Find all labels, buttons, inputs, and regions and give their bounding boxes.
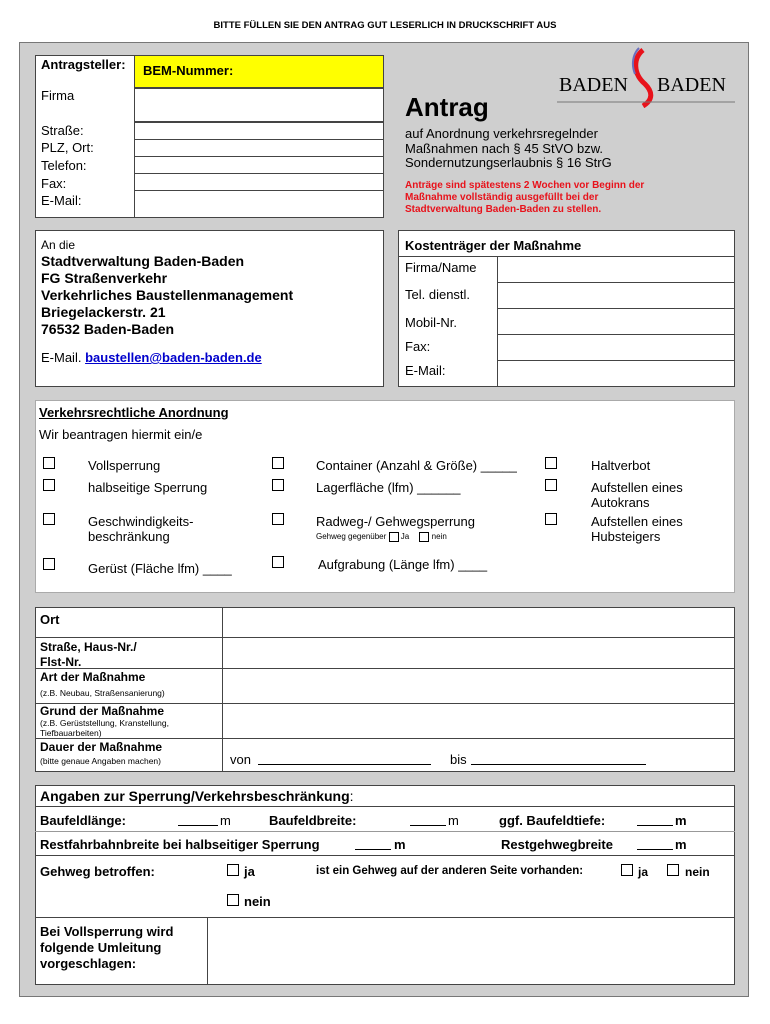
baufeldbreite-unit: m xyxy=(448,813,459,828)
address-line-3: Verkehrliches Baustellenmanagement xyxy=(41,287,294,303)
page-title: Antrag xyxy=(405,92,489,122)
hubsteiger-checkbox[interactable] xyxy=(545,513,557,525)
autokran-label-1: Aufstellen eines xyxy=(591,480,683,495)
container-label: Container (Anzahl & Größe) _____ xyxy=(316,458,517,473)
applicant-title: Antragsteller: xyxy=(41,57,126,72)
bem-field[interactable] xyxy=(134,55,384,88)
radweg-label: Radweg-/ Gehwegsperrung xyxy=(316,514,475,529)
geschwindigkeit-label-2: beschränkung xyxy=(88,529,170,544)
gehweg-gegenueber-ja-label: Ja xyxy=(400,532,410,542)
firma-input[interactable] xyxy=(134,88,384,122)
cost-title: Kostenträger der Maßnahme xyxy=(405,238,582,253)
baufeldtiefe-unit: m xyxy=(675,813,687,828)
baufeldbreite-input[interactable] xyxy=(410,813,446,826)
closure-title xyxy=(40,788,354,804)
aufgrabung-label: Aufgrabung (Länge lfm) ____ xyxy=(318,557,488,572)
restfahrbahn-label: Restfahrbahnbreite bei halbseitiger Sperrung xyxy=(40,837,320,852)
address-line-1: Stadtverwaltung Baden-Baden xyxy=(41,253,245,269)
address-email xyxy=(41,350,262,365)
cost-email-input[interactable] xyxy=(497,360,735,387)
logo-text-left: BADEN xyxy=(559,74,628,96)
umleitung-label-3: vorgeschlagen: xyxy=(40,956,137,971)
restfahrbahn-input[interactable] xyxy=(355,837,391,850)
email-label: E-Mail: xyxy=(41,193,82,208)
haltverbot-label: Haltverbot xyxy=(591,458,651,473)
cost-mobil-label: Mobil-Nr. xyxy=(405,315,458,330)
ort-input[interactable] xyxy=(223,608,734,637)
aufgrabung-checkbox[interactable] xyxy=(272,556,284,568)
geruest-label: Gerüst (Fläche lfm) ____ xyxy=(88,561,232,576)
gehweg-gegenueber-nein-label: nein xyxy=(431,532,447,542)
gehweg-gegenueber-label: Gehweg gegenüber xyxy=(316,532,387,542)
vollsperrung-checkbox[interactable] xyxy=(43,457,55,469)
hubsteiger-label-1: Aufstellen eines xyxy=(591,514,683,529)
order-intro: Wir beantragen hiermit ein/e xyxy=(39,427,203,442)
closure-row-line-2 xyxy=(35,855,735,856)
closure-title-colon: : xyxy=(349,788,354,804)
deadline-warning-1: Anträge sind spätestens 2 Wochen vor Beginn der xyxy=(405,180,645,191)
gehweg-gegenueber-ja-checkbox[interactable] xyxy=(389,532,399,542)
order-title: Verkehrsrechtliche Anordnung xyxy=(39,405,229,420)
top-note: BITTE FÜLLEN SIE DEN ANTRAG GUT LESERLICH IN DRUCKSCHRIFT AUS xyxy=(213,20,557,31)
cost-fax-label: Fax: xyxy=(405,339,431,354)
cost-firma-input[interactable] xyxy=(497,256,735,283)
cost-mobil-input[interactable] xyxy=(497,308,735,335)
autokran-label-2: Autokrans xyxy=(591,495,650,510)
header-sub-1: auf Anordnung verkehrsregelnder xyxy=(405,126,598,141)
vollsperrung-label: Vollsperrung xyxy=(88,458,161,473)
dauer-label: Dauer der Maßnahme xyxy=(40,740,163,754)
address-an: An die xyxy=(41,238,76,252)
bis-label: bis xyxy=(450,752,467,767)
place-row-line-4 xyxy=(35,738,735,739)
baden-baden-logo xyxy=(557,44,737,108)
von-input[interactable] xyxy=(258,752,431,765)
restgehweg-input[interactable] xyxy=(637,837,673,850)
restgehweg-label: Restgehwegbreite xyxy=(501,837,613,852)
geschwindigkeit-checkbox[interactable] xyxy=(43,513,55,525)
strasse-input[interactable] xyxy=(134,122,384,140)
gehweg-betroffen-ja-label: ja xyxy=(244,864,255,879)
address-line-5: 76532 Baden-Baden xyxy=(41,321,175,337)
bem-label: BEM-Nummer: xyxy=(143,63,234,78)
address-line-4: Briegelackerstr. 21 xyxy=(41,304,166,320)
firma-label: Firma xyxy=(41,88,75,103)
baufeldtiefe-input[interactable] xyxy=(637,813,673,826)
telefon-label: Telefon: xyxy=(41,158,87,173)
fax-label: Fax: xyxy=(41,176,67,191)
other-side-ja-label: ja xyxy=(638,865,649,879)
deadline-warning-2: Maßnahme vollständig ausgefüllt bei der xyxy=(405,192,599,203)
other-side-label: ist ein Gehweg auf der anderen Seite vorhanden: xyxy=(316,865,584,877)
header-sub-3: Sondernutzungserlaubnis § 16 StrG xyxy=(405,155,612,170)
halbseitig-label: halbseitige Sperrung xyxy=(88,480,208,495)
other-side-nein-label: nein xyxy=(685,865,710,879)
plz-label: PLZ, Ort: xyxy=(41,140,94,155)
umleitung-label-1: Bei Vollsperrung wird xyxy=(40,924,174,939)
geschwindigkeit-label-1: Geschwindigkeits- xyxy=(88,514,194,529)
other-side-nein-checkbox[interactable] xyxy=(667,864,679,876)
plz-input[interactable] xyxy=(134,139,384,157)
dauer-hint: (bitte genaue Angaben machen) xyxy=(40,756,161,766)
hubsteiger-label-2: Hubsteigers xyxy=(591,529,661,544)
cost-tel-label: Tel. dienstl. xyxy=(405,287,471,302)
grund-hint-1: (z.B. Gerüststellung, Kranstellung, xyxy=(40,718,169,728)
lagerflaeche-label: Lagerfläche (lfm) ______ xyxy=(316,480,461,495)
baufeldbreite-label: Baufeldbreite: xyxy=(269,813,357,828)
art-label: Art der Maßnahme xyxy=(40,670,146,684)
baufeldtiefe-label: ggf. Baufeldtiefe: xyxy=(499,813,606,828)
von-label: von xyxy=(230,752,251,767)
grund-hint-2: Tiefbauarbeiten) xyxy=(40,728,102,738)
closure-title-text: Angaben zur Sperrung/Verkehrsbeschränkung xyxy=(40,788,350,804)
grund-label: Grund der Maßnahme xyxy=(40,704,165,718)
bis-input[interactable] xyxy=(471,752,646,765)
gehweg-betroffen-ja-checkbox[interactable] xyxy=(227,864,239,876)
closure-row-line-1 xyxy=(35,831,735,832)
halbseitig-checkbox[interactable] xyxy=(43,479,55,491)
email-input[interactable] xyxy=(134,190,384,218)
gehweg-betroffen-nein-label: nein xyxy=(244,894,271,909)
strasse-label: Straße: xyxy=(41,123,84,138)
telefon-input[interactable] xyxy=(134,156,384,174)
grund-input[interactable] xyxy=(223,704,734,738)
geruest-checkbox[interactable] xyxy=(43,558,55,570)
baufeldlaenge-unit: m xyxy=(220,813,231,828)
cost-tel-input[interactable] xyxy=(497,282,735,309)
strasse-nr-input[interactable] xyxy=(223,638,734,668)
cost-firma-label: Firma/Name xyxy=(405,260,477,275)
header-sub-2: Maßnahmen nach § 45 StVO bzw. xyxy=(405,141,603,156)
deadline-warning-3: Stadtverwaltung Baden-Baden zu stellen. xyxy=(405,204,602,215)
art-hint: (z.B. Neubau, Straßensanierung) xyxy=(40,688,165,698)
art-input[interactable] xyxy=(223,669,734,703)
container-checkbox[interactable] xyxy=(272,457,284,469)
other-side-ja-checkbox[interactable] xyxy=(621,864,633,876)
ort-label: Ort xyxy=(40,612,60,627)
lagerflaeche-checkbox[interactable] xyxy=(272,479,284,491)
umleitung-input[interactable] xyxy=(208,918,734,984)
logo-text-right: BADEN xyxy=(657,74,726,96)
cost-email-label: E-Mail: xyxy=(405,363,446,378)
haltverbot-checkbox[interactable] xyxy=(545,457,557,469)
restfahrbahn-unit: m xyxy=(394,837,406,852)
fax-input[interactable] xyxy=(134,173,384,191)
autokran-checkbox[interactable] xyxy=(545,479,557,491)
baufeldlaenge-label: Baufeldlänge: xyxy=(40,813,126,828)
closure-title-line xyxy=(35,806,735,807)
cost-fax-input[interactable] xyxy=(497,334,735,361)
baufeldlaenge-input[interactable] xyxy=(178,813,218,826)
address-email-label: E-Mail. xyxy=(41,350,82,365)
gehweg-gegenueber-nein-checkbox[interactable] xyxy=(419,532,429,542)
address-line-2: FG Straßenverkehr xyxy=(41,270,168,286)
gehweg-betroffen-nein-checkbox[interactable] xyxy=(227,894,239,906)
gehweg-gegenueber-row xyxy=(316,532,447,542)
strasse-nr-label-1: Straße, Haus-Nr./ xyxy=(40,640,137,654)
strasse-nr-label-2: Flst-Nr. xyxy=(40,655,82,669)
gehweg-betroffen-label: Gehweg betroffen: xyxy=(40,864,155,879)
umleitung-label-2: folgende Umleitung xyxy=(40,940,162,955)
restgehweg-unit: m xyxy=(675,837,687,852)
radweg-checkbox[interactable] xyxy=(272,513,284,525)
address-email-link[interactable]: baustellen@baden-baden.de xyxy=(85,350,262,365)
